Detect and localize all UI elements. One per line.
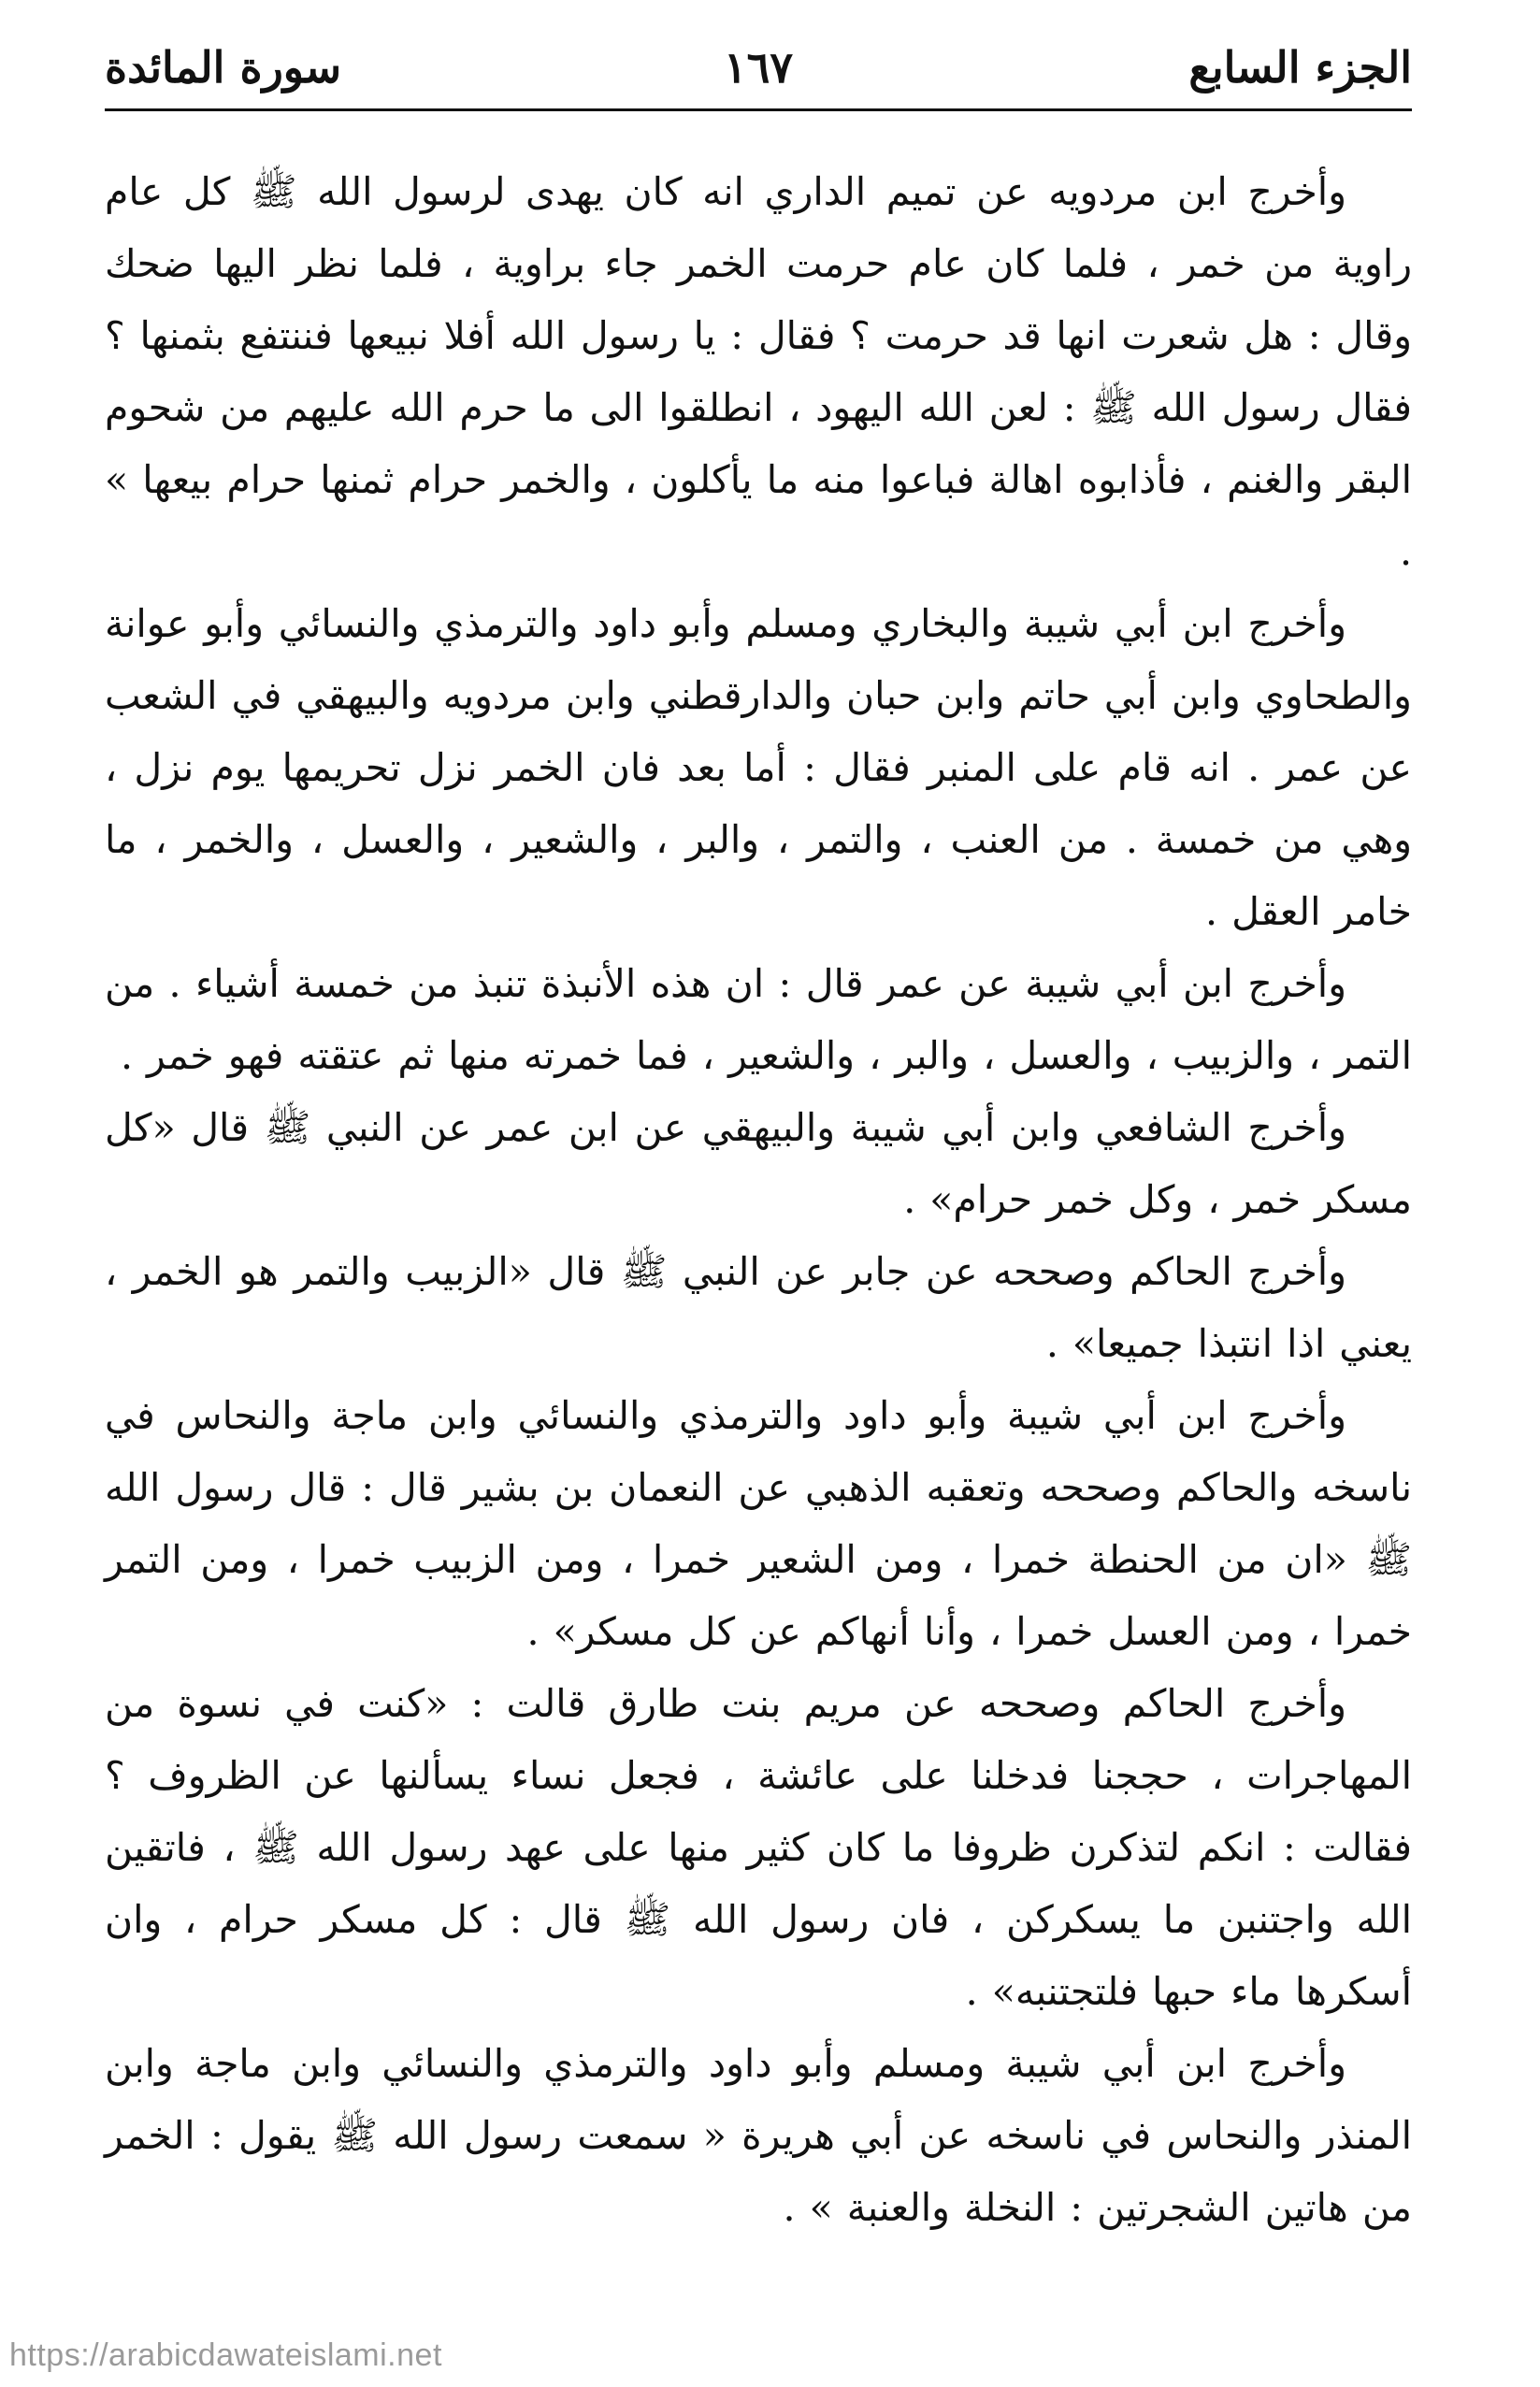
- paragraph-1: وأخرج ابن مردويه عن تميم الداري انه كان يهدى لرسول الله ﷺ كل عام راوية من خمر ، فلما كان عام حرمت الخمر جاء براوية ، فلما نظر اليها ضحك وقال : هل شعرت انها قد حرمت ؟ فقال : يا رسول الله أفلا نبيعها فننتفع بثمنها ؟ فقال رسول الله ﷺ : لعن الله اليهود ، انطلقوا الى ما حرم الله عليهم من شحوم البقر والغنم ، فأذابوه اهالة فباعوا منه ما يأكلون ، والخمر حرام ثمنها حرام بيعها » .: [105, 169, 1412, 574]
- book-page: [105, 28, 1412, 2337]
- paragraph-4: وأخرج الشافعي وابن أبي شيبة والبيهقي عن ابن عمر عن النبي ﷺ قال «كل مسكر خمر ، وكل خمر حرام» .: [105, 1105, 1412, 1222]
- paragraph-7: وأخرج الحاكم وصححه عن مريم بنت طارق قالت : «كنت في نسوة من المهاجرات ، حججنا فدخلنا على عائشة ، فجعل نساء يسألنها عن الظروف ؟ فقالت : انكم لتذكرن ظروفا ما كان كثير منها على عهد رسول الله ﷺ ، فاتقين الله واجتنبن ما يسكركن ، فان رسول الله ﷺ قال : كل مسكر حرام ، وان أسكرها ماء حبها فلتجتنبه» .: [105, 1681, 1412, 2014]
- paragraph-2: وأخرج ابن أبي شيبة والبخاري ومسلم وأبو داود والترمذي والنسائي وأبو عوانة والطحاوي وابن أبي حاتم وابن حبان والدارقطني وابن مردويه والبيهقي في الشعب عن عمر . انه قام على المنبر فقال : أما بعد فان الخمر نزل تحريمها يوم نزل ، وهي من خمسة . من العنب ، والتمر ، والبر ، والشعير ، والعسل ، والخمر ، ما خامر العقل .: [105, 601, 1412, 934]
- source-watermark: https://arabicdawateislami.net: [9, 2337, 442, 2373]
- running-header: [105, 28, 1412, 111]
- page-number: ١٦٧: [723, 42, 794, 93]
- surah-title: سورة المائدة: [105, 42, 342, 93]
- part-title: الجزء السابع: [1188, 42, 1412, 93]
- body-text: [105, 156, 1412, 2244]
- paragraph-6: وأخرج ابن أبي شيبة وأبو داود والترمذي والنسائي وابن ماجة والنحاس في ناسخه والحاكم وصححه وتعقبه الذهبي عن النعمان بن بشير قال : قال رسول الله ﷺ «ان من الحنطة خمرا ، ومن الشعير خمرا ، ومن الزبيب خمرا ، ومن التمر خمرا ، ومن العسل خمرا ، وأنا أنهاكم عن كل مسكر» .: [105, 1393, 1412, 1654]
- paragraph-8: وأخرج ابن أبي شيبة ومسلم وأبو داود والترمذي والنسائي وابن ماجة وابن المنذر والنحاس في ناسخه عن أبي هريرة « سمعت رسول الله ﷺ يقول : الخمر من هاتين الشجرتين : النخلة والعنبة » .: [105, 2041, 1412, 2230]
- paragraph-5: وأخرج الحاكم وصححه عن جابر عن النبي ﷺ قال «الزبيب والتمر هو الخمر ، يعني اذا انتبذا جميعا» .: [105, 1249, 1412, 1366]
- paragraph-3: وأخرج ابن أبي شيبة عن عمر قال : ان هذه الأنبذة تنبذ من خمسة أشياء . من التمر ، والزبيب ، والعسل ، والبر ، والشعير ، فما خمرته منها ثم عتقته فهو خمر .: [105, 961, 1412, 1078]
